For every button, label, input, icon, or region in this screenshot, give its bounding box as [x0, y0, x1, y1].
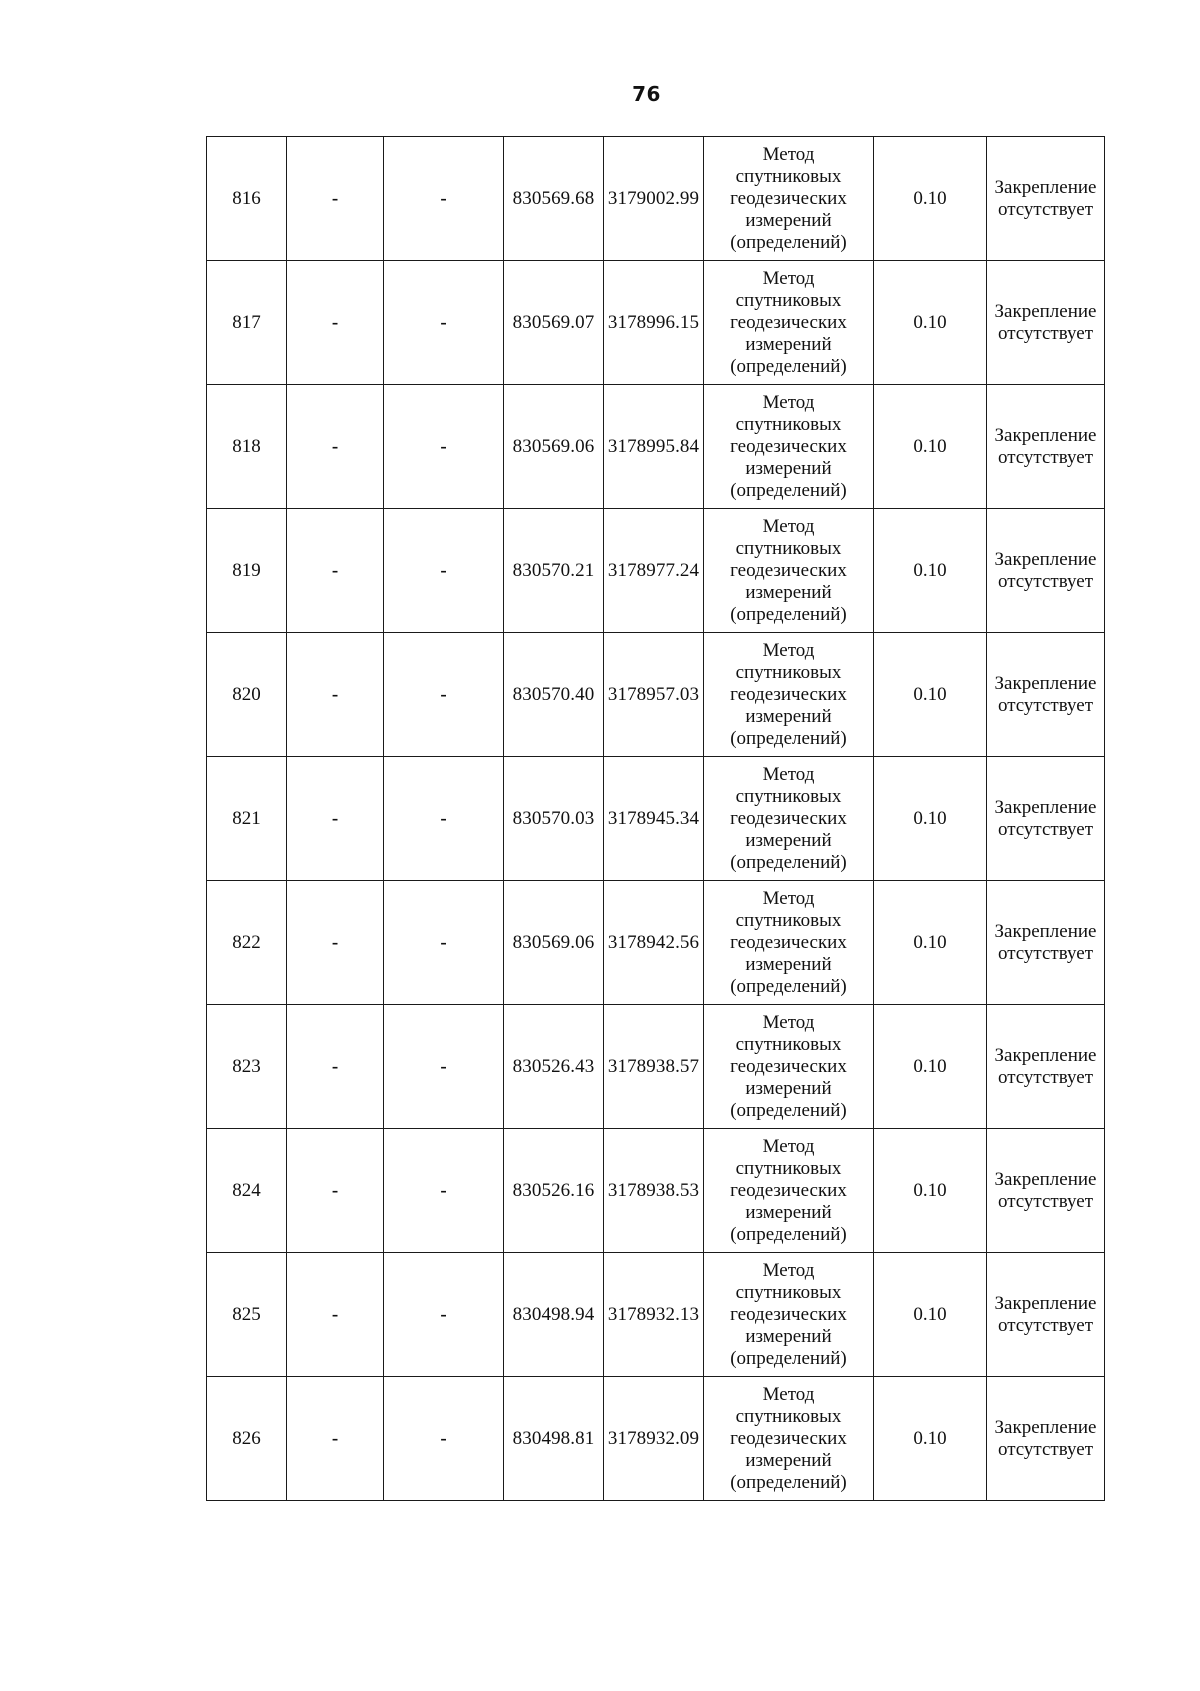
- y-coordinate-cell: 3178942.56: [604, 881, 704, 1005]
- y-coordinate-cell: 3178995.84: [604, 385, 704, 509]
- fixation-cell: [987, 881, 1105, 1005]
- method-text: Метод спутниковых геодезических измерений (определений): [730, 1259, 847, 1369]
- method-cell: [704, 1129, 874, 1253]
- method-cell: [704, 881, 874, 1005]
- x-coordinate-cell: 830569.06: [504, 385, 604, 509]
- method-cell: [704, 261, 874, 385]
- point-number-cell: 826: [207, 1377, 287, 1501]
- y-coordinate-cell: 3178932.13: [604, 1253, 704, 1377]
- fixation-text: Закрепление отсутствует: [994, 920, 1097, 964]
- method-text: Метод спутниковых геодезических измерений (определений): [730, 515, 847, 625]
- method-text: Метод спутниковых геодезических измерений (определений): [730, 267, 847, 377]
- fixation-cell: [987, 633, 1105, 757]
- x-coordinate-cell: 830570.03: [504, 757, 604, 881]
- empty-value-cell: -: [384, 509, 504, 633]
- empty-value-cell: -: [384, 1005, 504, 1129]
- method-text: Метод спутниковых геодезических измерений (определений): [730, 887, 847, 997]
- empty-value-cell: -: [287, 757, 384, 881]
- point-number-cell: 818: [207, 385, 287, 509]
- empty-value-cell: -: [287, 1253, 384, 1377]
- accuracy-cell: 0.10: [874, 1005, 987, 1129]
- y-coordinate-cell: 3178996.15: [604, 261, 704, 385]
- empty-value-cell: -: [384, 881, 504, 1005]
- x-coordinate-cell: 830498.81: [504, 1377, 604, 1501]
- point-number-cell: 825: [207, 1253, 287, 1377]
- x-coordinate-cell: 830570.40: [504, 633, 604, 757]
- point-number-cell: 822: [207, 881, 287, 1005]
- fixation-text: Закрепление отсутствует: [994, 1416, 1097, 1460]
- fixation-cell: [987, 1005, 1105, 1129]
- accuracy-cell: 0.10: [874, 261, 987, 385]
- method-text: Метод спутниковых геодезических измерений (определений): [730, 1135, 847, 1245]
- point-number-cell: 816: [207, 137, 287, 261]
- y-coordinate-cell: 3179002.99: [604, 137, 704, 261]
- empty-value-cell: -: [384, 1253, 504, 1377]
- table-row: [207, 881, 1105, 1005]
- empty-value-cell: -: [287, 137, 384, 261]
- point-number-cell: 819: [207, 509, 287, 633]
- empty-value-cell: -: [384, 633, 504, 757]
- method-text: Метод спутниковых геодезических измерений (определений): [730, 639, 847, 749]
- y-coordinate-cell: 3178945.34: [604, 757, 704, 881]
- fixation-cell: [987, 1129, 1105, 1253]
- empty-value-cell: -: [384, 1129, 504, 1253]
- table-body: [207, 137, 1105, 1501]
- fixation-text: Закрепление отсутствует: [994, 1168, 1097, 1212]
- fixation-text: Закрепление отсутствует: [994, 796, 1097, 840]
- x-coordinate-cell: 830569.06: [504, 881, 604, 1005]
- fixation-text: Закрепление отсутствует: [994, 424, 1097, 468]
- point-number-cell: 824: [207, 1129, 287, 1253]
- method-cell: [704, 509, 874, 633]
- point-number-cell: 823: [207, 1005, 287, 1129]
- fixation-cell: [987, 757, 1105, 881]
- y-coordinate-cell: 3178977.24: [604, 509, 704, 633]
- method-text: Метод спутниковых геодезических измерений (определений): [730, 143, 847, 253]
- table-row: [207, 757, 1105, 881]
- fixation-text: Закрепление отсутствует: [994, 1044, 1097, 1088]
- y-coordinate-cell: 3178932.09: [604, 1377, 704, 1501]
- method-text: Метод спутниковых геодезических измерений (определений): [730, 391, 847, 501]
- point-number-cell: 820: [207, 633, 287, 757]
- empty-value-cell: -: [287, 261, 384, 385]
- coordinates-table: [206, 136, 1105, 1501]
- method-cell: [704, 1253, 874, 1377]
- page-number: 76: [632, 82, 661, 106]
- empty-value-cell: -: [287, 1129, 384, 1253]
- accuracy-cell: 0.10: [874, 633, 987, 757]
- method-text: Метод спутниковых геодезических измерений (определений): [730, 1383, 847, 1493]
- point-number-cell: 821: [207, 757, 287, 881]
- fixation-text: Закрепление отсутствует: [994, 672, 1097, 716]
- empty-value-cell: -: [287, 1005, 384, 1129]
- method-cell: [704, 385, 874, 509]
- empty-value-cell: -: [384, 1377, 504, 1501]
- method-text: Метод спутниковых геодезических измерений (определений): [730, 763, 847, 873]
- table-row: [207, 509, 1105, 633]
- x-coordinate-cell: 830526.16: [504, 1129, 604, 1253]
- x-coordinate-cell: 830569.68: [504, 137, 604, 261]
- point-number-cell: 817: [207, 261, 287, 385]
- accuracy-cell: 0.10: [874, 137, 987, 261]
- empty-value-cell: -: [384, 385, 504, 509]
- x-coordinate-cell: 830498.94: [504, 1253, 604, 1377]
- x-coordinate-cell: 830569.07: [504, 261, 604, 385]
- method-cell: [704, 137, 874, 261]
- fixation-cell: [987, 1377, 1105, 1501]
- empty-value-cell: -: [287, 1377, 384, 1501]
- fixation-text: Закрепление отсутствует: [994, 1292, 1097, 1336]
- accuracy-cell: 0.10: [874, 1377, 987, 1501]
- method-cell: [704, 757, 874, 881]
- y-coordinate-cell: 3178957.03: [604, 633, 704, 757]
- empty-value-cell: -: [384, 757, 504, 881]
- empty-value-cell: -: [384, 261, 504, 385]
- empty-value-cell: -: [287, 509, 384, 633]
- method-text: Метод спутниковых геодезических измерений (определений): [730, 1011, 847, 1121]
- empty-value-cell: -: [287, 385, 384, 509]
- table-row: [207, 261, 1105, 385]
- empty-value-cell: -: [384, 137, 504, 261]
- method-cell: [704, 633, 874, 757]
- accuracy-cell: 0.10: [874, 1129, 987, 1253]
- y-coordinate-cell: 3178938.53: [604, 1129, 704, 1253]
- empty-value-cell: -: [287, 881, 384, 1005]
- accuracy-cell: 0.10: [874, 1253, 987, 1377]
- table-row: [207, 1253, 1105, 1377]
- fixation-cell: [987, 137, 1105, 261]
- x-coordinate-cell: 830526.43: [504, 1005, 604, 1129]
- accuracy-cell: 0.10: [874, 509, 987, 633]
- fixation-cell: [987, 509, 1105, 633]
- table-row: [207, 1005, 1105, 1129]
- fixation-cell: [987, 385, 1105, 509]
- fixation-text: Закрепление отсутствует: [994, 300, 1097, 344]
- x-coordinate-cell: 830570.21: [504, 509, 604, 633]
- method-cell: [704, 1005, 874, 1129]
- y-coordinate-cell: 3178938.57: [604, 1005, 704, 1129]
- table-row: [207, 633, 1105, 757]
- accuracy-cell: 0.10: [874, 881, 987, 1005]
- fixation-text: Закрепление отсутствует: [994, 548, 1097, 592]
- method-cell: [704, 1377, 874, 1501]
- table-row: [207, 385, 1105, 509]
- fixation-cell: [987, 1253, 1105, 1377]
- empty-value-cell: -: [287, 633, 384, 757]
- table-row: [207, 137, 1105, 261]
- table-row: [207, 1377, 1105, 1501]
- accuracy-cell: 0.10: [874, 757, 987, 881]
- table-row: [207, 1129, 1105, 1253]
- fixation-text: Закрепление отсутствует: [994, 176, 1097, 220]
- accuracy-cell: 0.10: [874, 385, 987, 509]
- fixation-cell: [987, 261, 1105, 385]
